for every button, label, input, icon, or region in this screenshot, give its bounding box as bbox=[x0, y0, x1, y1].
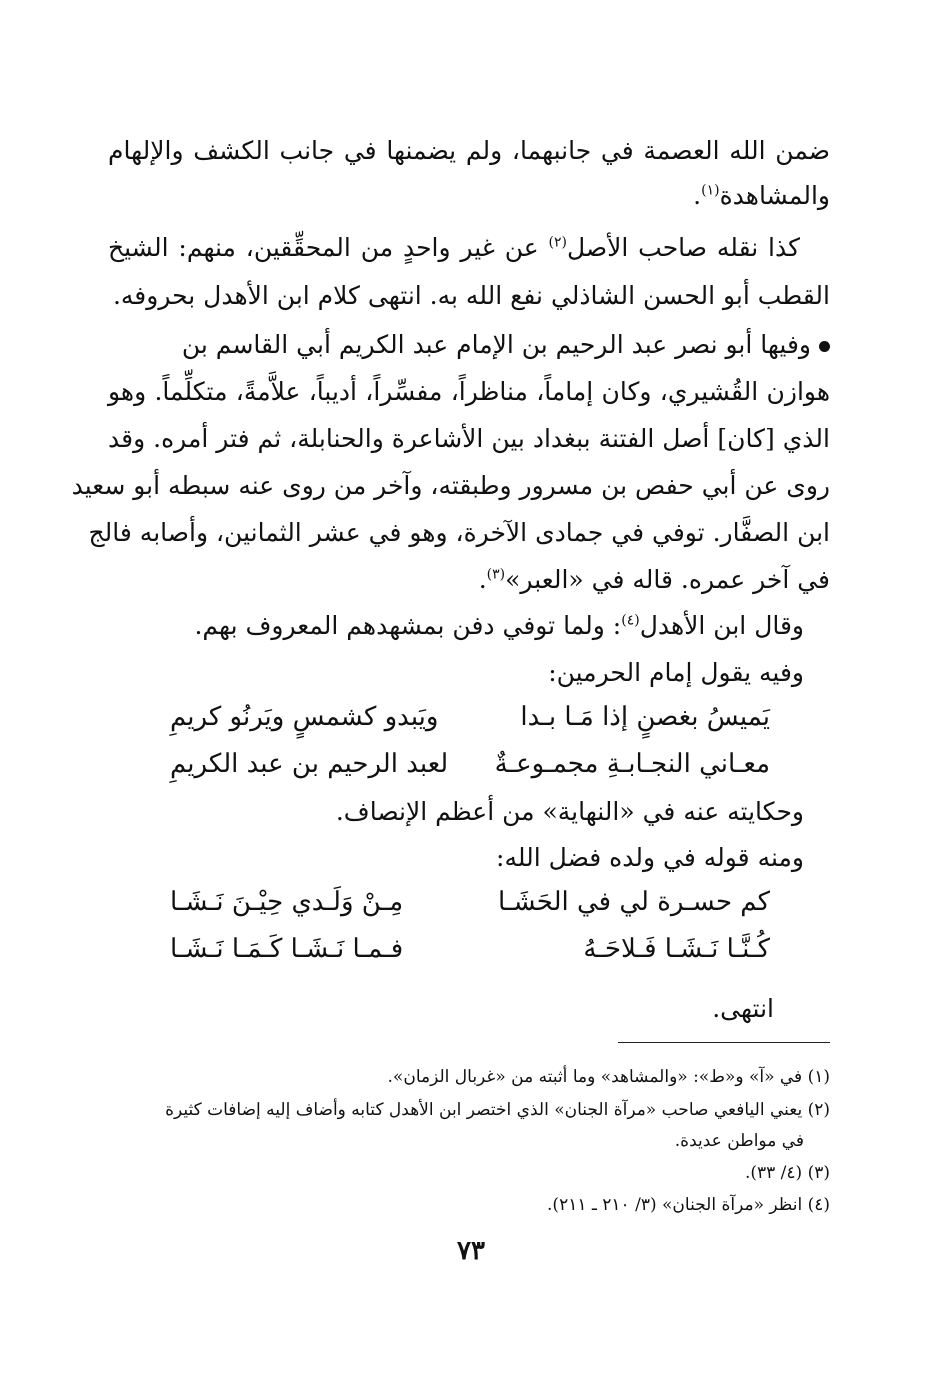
paragraph-line bbox=[182, 322, 830, 367]
footnote-continuation: في مواطن عديدة. bbox=[674, 1131, 804, 1151]
text-segment: وقال ابن الأهدل bbox=[639, 611, 804, 640]
page-number: ٧٣ bbox=[457, 1236, 485, 1266]
footnote: (٣) (٤/ ٣٣). bbox=[744, 1163, 830, 1183]
paragraph-line bbox=[108, 225, 800, 270]
verse-second-hemistich: فـمـا نَـشَـا كَـمَـا نَـشَـا bbox=[170, 934, 404, 964]
verse-first-hemistich: معـاني النجـابـةِ مجمـوعـةٌ bbox=[494, 749, 770, 779]
text-segment: . bbox=[478, 565, 487, 594]
paragraph-line bbox=[479, 557, 830, 602]
paragraph-line: الذي [كان] أصل الفتنة ببغداد بين الأشاعرة والحنابلة، ثم فتر أمره. وقد bbox=[108, 424, 830, 453]
footnote: (٢) يعني اليافعي صاحب «مرآة الجنان» الذي اختصر ابن الأهدل كتابه وأضاف إليه إضافات كثيرة bbox=[165, 1100, 830, 1120]
paragraph-line: ضمن الله العصمة في جانبهما، ولم يضمنها في جانب الكشف والإلهام bbox=[108, 136, 830, 165]
text-segment: . bbox=[693, 181, 702, 210]
paragraph-line: وحكايته عنه في «النهاية» من أعظم الإنصاف. bbox=[335, 797, 804, 826]
footnote: (١) في «آ» و«ط»: «والمشاهد» وما أثبته من «غربال الزمان». bbox=[387, 1067, 830, 1087]
paragraph-line: انتهى. bbox=[712, 994, 774, 1023]
verse-row bbox=[170, 742, 770, 787]
paragraph-line: ابن الصفَّار. توفي في جمادى الآخرة، وهو في عشر الثمانين، وأصابه فالج bbox=[88, 518, 830, 547]
footnote-ref[interactable]: (١) bbox=[701, 182, 720, 199]
paragraph-line: القطب أبو الحسن الشاذلي نفع الله به. انتهى كلام ابن الأهدل بحروفه. bbox=[112, 281, 830, 310]
paragraph-line: روى عن أبي حفص بن مسرور وطبقته، وآخر من روى عنه سبطه أبو سعيد bbox=[71, 471, 830, 500]
footnote: (٤) انظر «مرآة الجنان» (٣/ ٢١٠ ـ ٢١١). bbox=[547, 1195, 830, 1215]
footnote-ref[interactable]: (٤) bbox=[621, 612, 640, 629]
verse-row bbox=[170, 695, 770, 740]
paragraph-line: ومنه قوله في ولده فضل الله: bbox=[496, 843, 804, 872]
text-segment: وفيها أبو نصر عبد الرحيم بن الإمام عبد الكريم أبي القاسم بن bbox=[181, 330, 811, 359]
footnote-ref[interactable]: (٢) bbox=[548, 234, 567, 251]
verse-second-hemistich: لعبد الرحيم بن عبد الكريمِ bbox=[170, 749, 449, 779]
text-segment: في آخر عمره. قاله في «العبر» bbox=[505, 565, 830, 594]
paragraph-line: هوازن القُشيري، وكان إماماً، مناظراً، مفسِّراً، أديباً، علاَّمةً، متكلِّماً. وهو bbox=[108, 377, 830, 406]
bullet-icon bbox=[819, 341, 830, 352]
text-segment: عن غير واحدٍ من المحقِّقين، منهم: الشيخ bbox=[108, 233, 549, 262]
text-segment: : ولما توفي دفن بمشهدهم المعروف بهم. bbox=[194, 611, 622, 640]
text-segment: والمشاهدة bbox=[719, 181, 830, 210]
paragraph-line: وفيه يقول إمام الحرمين: bbox=[548, 658, 804, 687]
verse-first-hemistich: يَميسُ بغصنٍ إذا مَـا بـدا bbox=[520, 702, 770, 732]
footnote-divider bbox=[618, 1042, 830, 1043]
verse-first-hemistich: كُـنَّـا نَـشَـا فَـلاحَـهُ bbox=[583, 934, 770, 964]
paragraph-line bbox=[693, 173, 830, 218]
verse-row bbox=[170, 927, 770, 972]
paragraph-line bbox=[194, 603, 804, 648]
verse-row bbox=[170, 880, 770, 925]
footnote-ref[interactable]: (٣) bbox=[486, 566, 506, 583]
verse-second-hemistich: ويَبدو كشمسٍ ويَرنُو كريمِ bbox=[170, 702, 439, 732]
verse-second-hemistich: مِـنْ وَلَـدي حِيْـنَ نَـشَـا bbox=[170, 887, 404, 917]
verse-first-hemistich: كم حسـرة لي في الحَشَـا bbox=[498, 887, 770, 917]
text-segment: كذا نقله صاحب الأصل bbox=[566, 233, 800, 262]
